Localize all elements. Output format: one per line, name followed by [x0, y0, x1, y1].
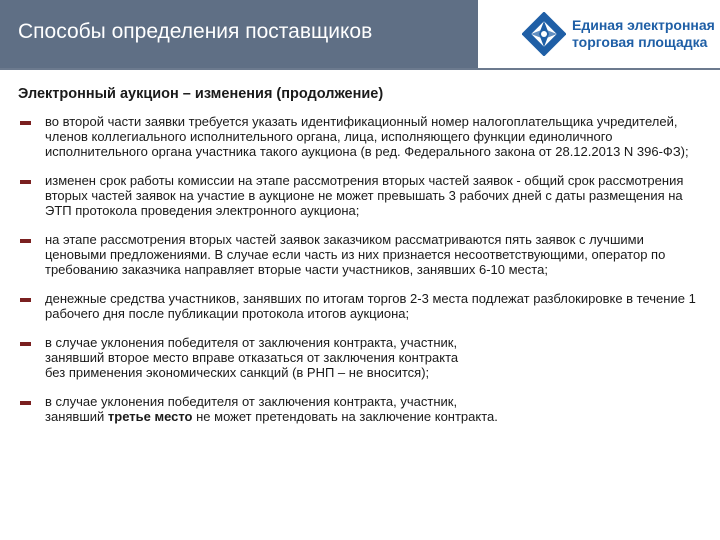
item-text-pre: занявший — [45, 409, 108, 424]
logo-line-2: торговая площадка — [572, 34, 708, 50]
item-text-post: не может претендовать на заключение контракта. — [192, 409, 498, 424]
bullet-marker — [20, 401, 31, 405]
bullet-marker — [20, 298, 31, 302]
page-title: Способы определения поставщиков — [18, 20, 373, 43]
bullet-marker — [20, 239, 31, 243]
list-item — [18, 173, 708, 218]
item-line — [45, 409, 708, 424]
header — [0, 0, 720, 68]
slide-subtitle: Электронный аукцион – изменения (продолжение) — [18, 86, 384, 102]
header-bar — [0, 0, 478, 68]
header-divider — [0, 68, 720, 70]
item-text: денежные средства участников, занявших по итогам торгов 2-3 места подлежат разблокировке в течение 1 рабочего дня после публикации протокола итогов аукциона; — [45, 291, 696, 321]
logo-text — [572, 17, 715, 51]
bullet-marker — [20, 342, 31, 346]
list-item — [18, 232, 708, 277]
list-item — [18, 114, 708, 159]
logo-line-1: Единая электронная — [572, 17, 715, 33]
list-item — [18, 335, 708, 380]
item-text: изменен срок работы комиссии на этапе рассмотрения вторых частей заявок - общий срок рассмотрения вторых частей заявок на участие в аукционе не может превышать 3 рабочих дней с даты размещения на ЭТП протокола проведения электронного аукциона; — [45, 173, 684, 218]
list-item — [18, 291, 708, 321]
item-line: в случае уклонения победителя от заключения контракта, участник, — [45, 394, 458, 409]
bullet-list — [18, 114, 708, 438]
list-item — [18, 394, 708, 424]
bullet-marker — [20, 121, 31, 125]
item-line: занявший второе место вправе отказаться от заключения контракта — [45, 350, 459, 365]
bullet-marker — [20, 180, 31, 184]
logo-icon — [522, 12, 566, 56]
item-line: без применения экономических санкций (в РНП – не вносится); — [45, 365, 430, 380]
item-text-emphasis: третье место — [107, 409, 193, 424]
item-line: в случае уклонения победителя от заключения контракта, участник, — [45, 335, 458, 350]
item-text: во второй части заявки требуется указать идентификационный номер налогоплательщика учредителей, членов коллегиального исполнительного органа, лица, исполняющего функции единоличного исполнительного органа участника такого аукциона (в ред. Федерального закона от 28.12.2013 N 396-ФЗ); — [45, 114, 689, 159]
item-text: на этапе рассмотрения вторых частей заявок заказчиком рассматриваются пять заявок с лучшими ценовыми предложениями. В случае если часть из них признается несоответствующими, оператор по требованию заказчика направляет вторые части участников, занявших 6-10 места; — [45, 232, 666, 277]
